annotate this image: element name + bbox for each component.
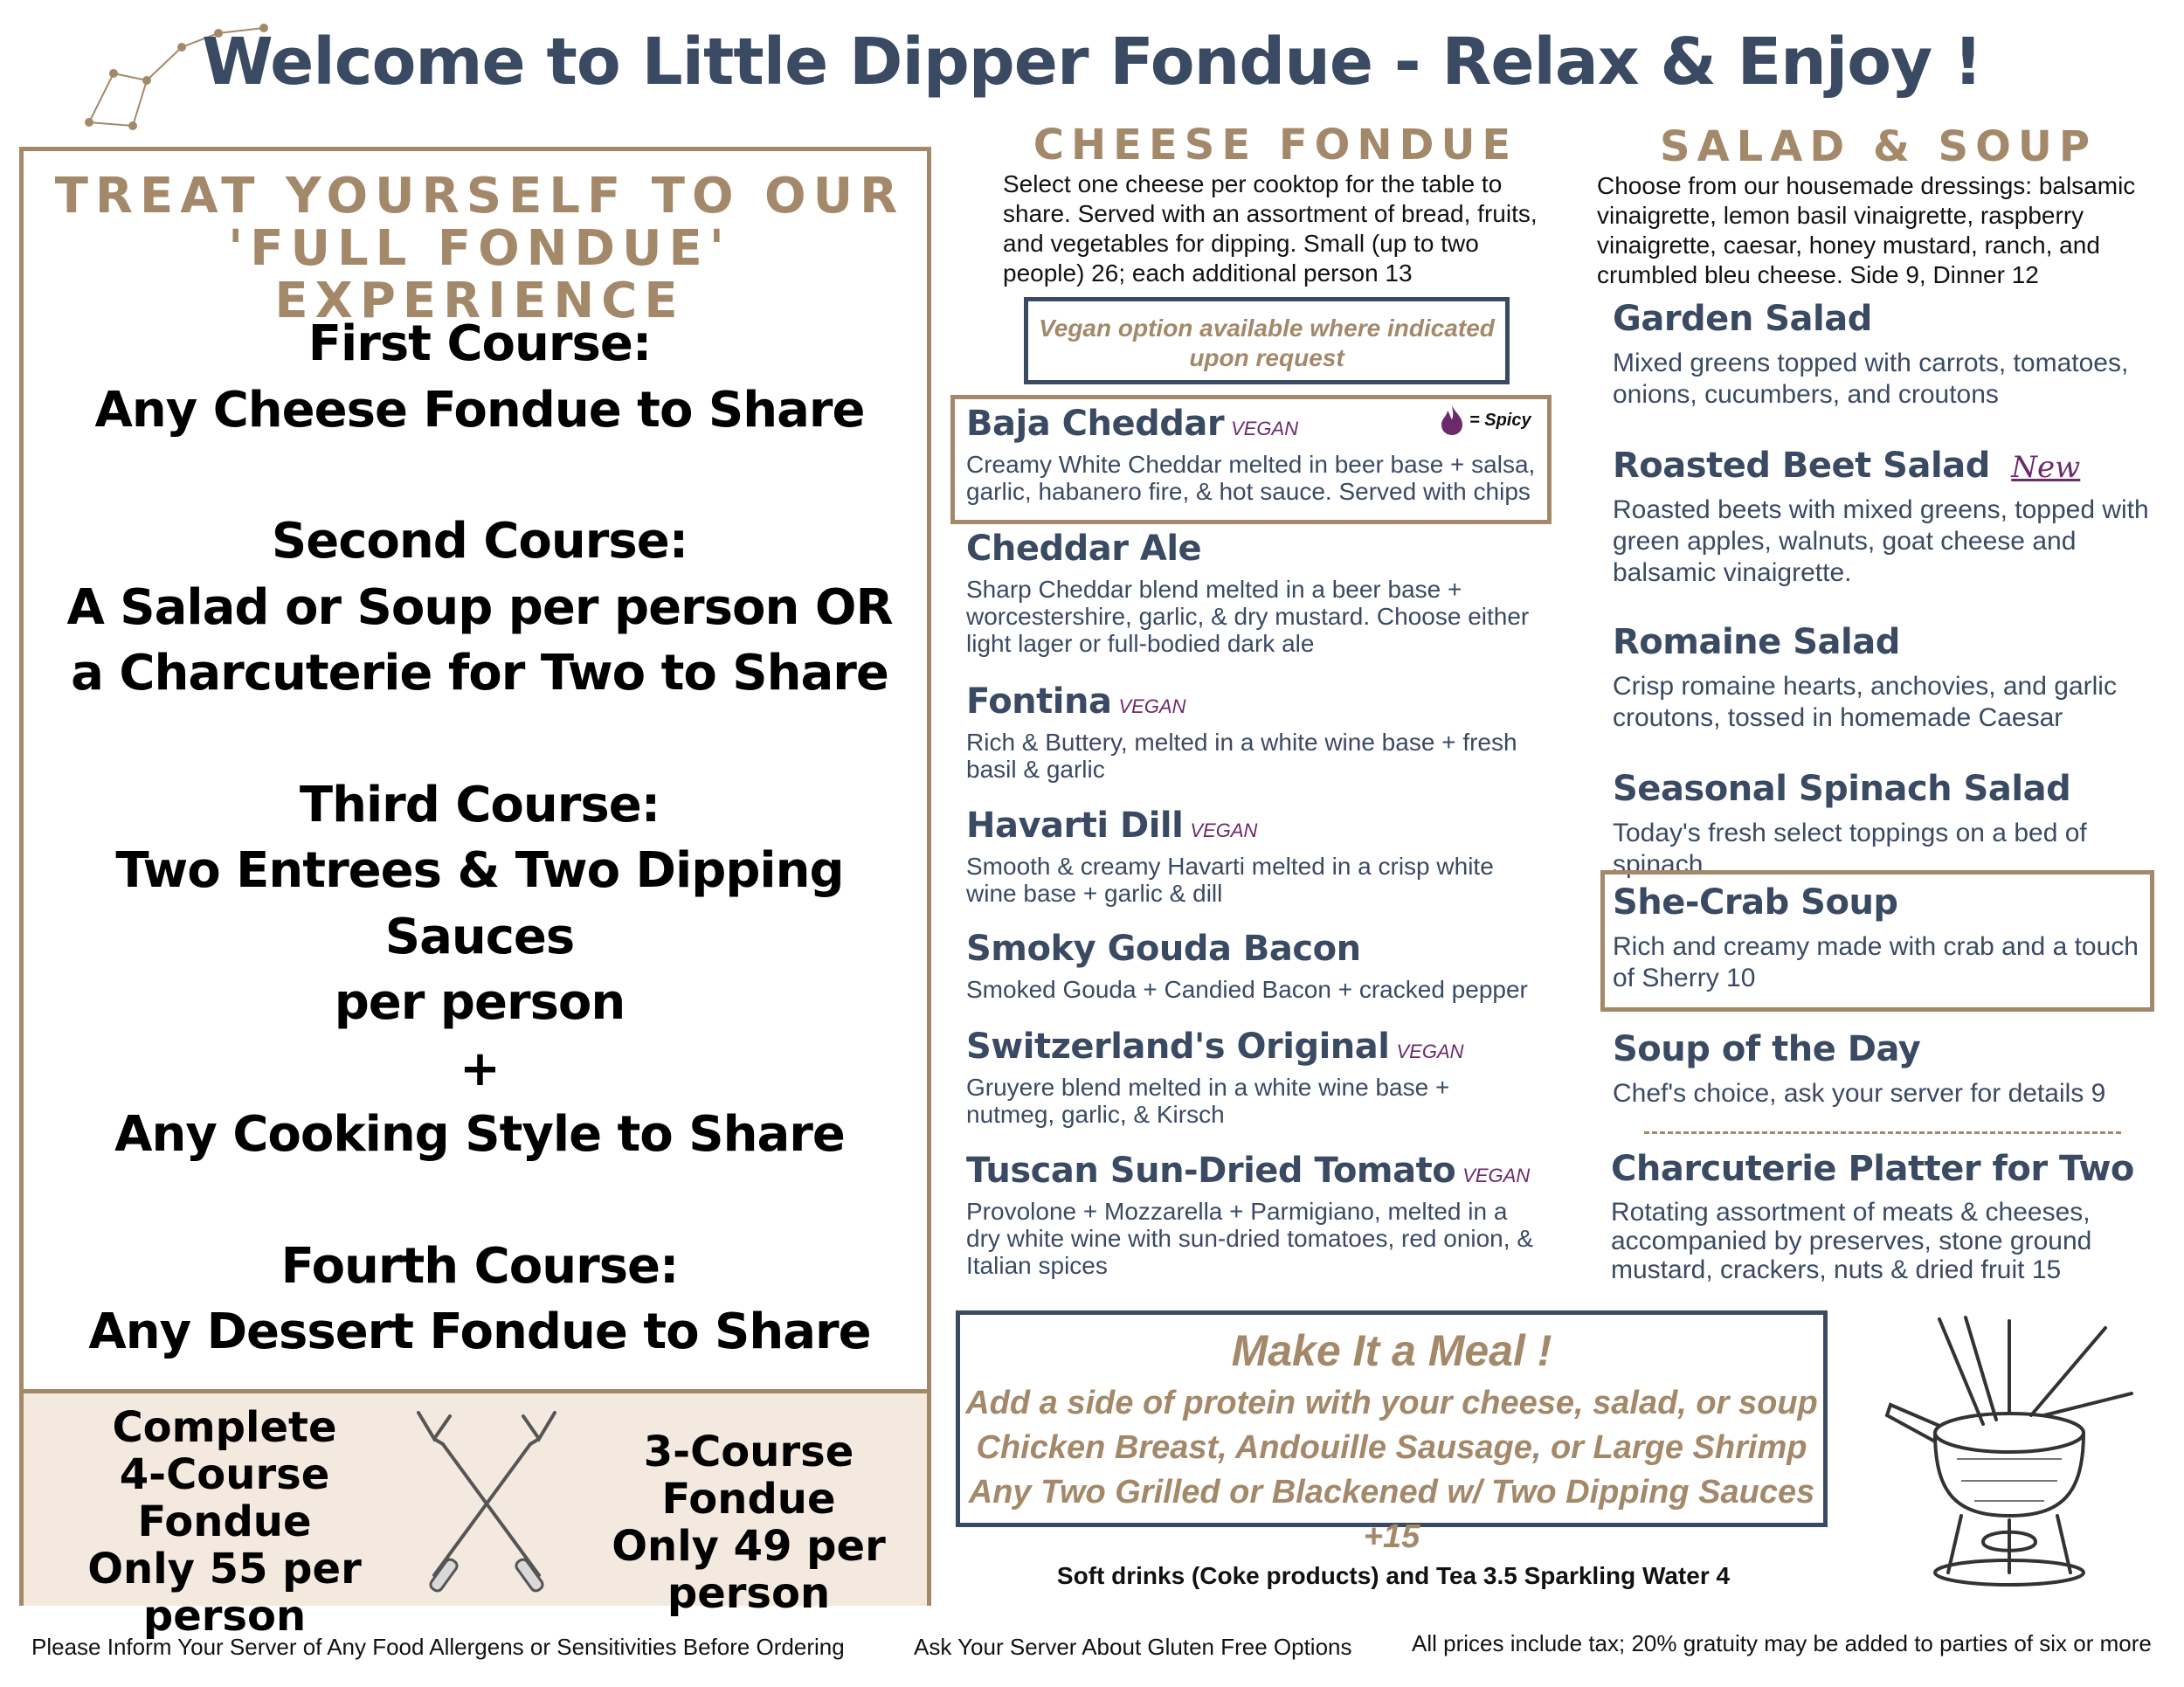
vegan-label: VEGAN xyxy=(1231,418,1299,439)
cheese-item xyxy=(966,805,1543,907)
salad-item xyxy=(1613,1029,2163,1110)
price-line: person xyxy=(667,1569,831,1618)
vegan-label: VEGAN xyxy=(1118,695,1186,717)
salad-item-desc: Crisp romaine hearts, anchovies, and garlic croutons, tossed in homemade Caesar xyxy=(1613,672,2117,732)
salad-item xyxy=(1613,882,2146,994)
four-course-price xyxy=(41,1404,408,1640)
salad-item-name: Seasonal Spinach Salad xyxy=(1613,769,2071,809)
salad-item xyxy=(1613,299,2163,411)
cheese-item-name: Cheddar Ale xyxy=(966,529,1202,569)
price-line: Only 55 per xyxy=(87,1545,362,1594)
vegan-label: VEGAN xyxy=(1396,1041,1464,1062)
course-title: First Course: xyxy=(308,315,652,372)
three-course-price xyxy=(583,1428,915,1617)
make-it-a-meal-box xyxy=(956,1310,1828,1555)
course-line: Any Dessert Fondue to Share xyxy=(88,1303,871,1360)
cheese-item xyxy=(966,929,1543,1003)
spicy-legend: = Spicy xyxy=(1469,411,1531,430)
cheese-fondue-intro: Select one cheese per cooktop for the table to share. Served with an assortment of bread, fruits, and vegetables for dipping. Small (up to two people) 26; each additional person 13 xyxy=(1003,170,1538,287)
cheese-item-name: Havarti Dill xyxy=(966,805,1184,846)
meal-line: Any Two Grilled or Blackened w/ Two Dipping Sauces +15 xyxy=(968,1474,1815,1555)
cheese-item-name: Fontina xyxy=(966,681,1112,722)
full-fondue-heading xyxy=(24,170,936,328)
pricing-notice: All prices include tax; 20% gratuity may be added to parties of six or more xyxy=(1412,1630,2152,1656)
salad-item xyxy=(1613,622,2163,734)
vegan-note: Vegan option available where indicated upon request xyxy=(1024,297,1510,384)
fondue-pot-icon xyxy=(1878,1310,2140,1590)
cheese-item-desc: Creamy White Cheddar melted in beer base + salsa, garlic, habanero fire, & hot sauce. Served with chips xyxy=(966,451,1536,505)
cheese-item xyxy=(966,529,1543,657)
price-line: Only 49 per xyxy=(612,1522,886,1571)
salad-item xyxy=(1613,446,2163,589)
salad-item-desc: Roasted beets with mixed greens, topped with green apples, walnuts, goat cheese and balsamic vinaigrette. xyxy=(1613,495,2149,587)
allergen-notice: Please Inform Your Server of Any Food Allergens or Sensitivities Before Ordering xyxy=(31,1634,845,1660)
price-strip xyxy=(24,1389,927,1641)
cheese-item xyxy=(966,1151,1543,1279)
cheese-item-desc: Rich & Buttery, melted in a white wine base + fresh basil & garlic xyxy=(966,729,1517,783)
salad-item-name: She-Crab Soup xyxy=(1613,882,1898,923)
salad-item-name: Roasted Beet Salad xyxy=(1613,446,1990,486)
cheese-item-name: Smoky Gouda Bacon xyxy=(966,929,1361,969)
course-list xyxy=(24,311,936,1366)
vegan-label: VEGAN xyxy=(1190,819,1258,841)
course-line: Any Cheese Fondue to Share xyxy=(94,381,865,439)
course-title: Third Course: xyxy=(299,776,660,833)
salad-item-desc: Mixed greens topped with carrots, tomatoes, onions, cucumbers, and croutons xyxy=(1613,349,2129,409)
salad-item-name: Garden Salad xyxy=(1613,299,1872,339)
meal-title: Make It a Meal ! xyxy=(1231,1326,1552,1375)
vegan-label: VEGAN xyxy=(1462,1165,1531,1186)
full-fondue-heading-line1: TREAT YOURSELF TO OUR xyxy=(54,168,905,225)
new-label: New xyxy=(2011,450,2081,485)
salad-item-desc: Rotating assortment of meats & cheeses, accompanied by preserves, stone ground mustard, crackers, nuts & dried fruit 15 xyxy=(1611,1198,2092,1284)
cheese-item-name: Tuscan Sun-Dried Tomato xyxy=(966,1151,1456,1191)
cheese-item-desc: Smooth & creamy Havarti melted in a crisp white wine base + garlic & dill xyxy=(966,853,1494,907)
cheese-item xyxy=(966,1027,1543,1128)
salad-item xyxy=(1611,1149,2170,1284)
cheese-item-name: Switzerland's Original xyxy=(966,1027,1390,1067)
price-line: 4-Course Fondue xyxy=(119,1450,330,1546)
cheese-item-desc: Gruyere blend melted in a white wine base + nutmeg, garlic, & Kirsch xyxy=(966,1074,1450,1128)
cheese-item-desc: Provolone + Mozzarella + Parmigiano, melted in a dry white wine with sun-dried tomatoes, red onion, & Italian spices xyxy=(966,1198,1533,1279)
cheese-item-name: Baja Cheddar xyxy=(966,404,1225,444)
cheese-fondue-heading: CHEESE FONDUE xyxy=(1033,121,1518,169)
page-title: Welcome to Little Dipper Fondue - Relax & Enjoy ! xyxy=(202,24,1982,100)
price-line: Complete xyxy=(112,1403,337,1452)
cheese-item-desc: Sharp Cheddar blend melted in a beer base + worcestershire, garlic, & dry mustard. Choose either light lager or full-bodied dark ale xyxy=(966,576,1530,657)
price-line: 3-Course Fondue xyxy=(643,1428,854,1524)
meal-line: Add a side of protein with your cheese, salad, or soup xyxy=(965,1385,1818,1421)
cheese-item xyxy=(966,681,1543,783)
salad-item-name: Charcuterie Platter for Two xyxy=(1611,1149,2134,1189)
salad-soup-heading: SALAD & SOUP xyxy=(1659,122,2098,171)
course-title: Fourth Course: xyxy=(280,1237,679,1295)
meal-line: Chicken Breast, Andouille Sausage, or Large Shrimp xyxy=(976,1429,1807,1466)
course-title: Second Course: xyxy=(271,513,688,570)
course-line: Any Cooking Style to Share xyxy=(114,1106,845,1163)
cheese-item xyxy=(966,404,1543,505)
salad-item-desc: Chef's choice, ask your server for details 9 xyxy=(1613,1079,2106,1108)
full-fondue-heading-line2: 'FULL FONDUE' EXPERIENCE xyxy=(228,220,731,329)
cheese-item-desc: Smoked Gouda + Candied Bacon + cracked pepper xyxy=(966,976,1528,1003)
course-line: + xyxy=(460,1040,500,1097)
salad-item-desc: Today's fresh select toppings on a bed of spinach xyxy=(1613,819,2087,879)
course-line: per person xyxy=(334,974,625,1031)
full-fondue-panel xyxy=(19,147,931,1641)
course-line: A Salad or Soup per person OR xyxy=(66,578,893,636)
divider xyxy=(1644,1131,2121,1134)
gluten-free-notice: Ask Your Server About Gluten Free Options xyxy=(914,1634,1352,1660)
drinks-line: Soft drinks (Coke products) and Tea 3.5 Sparkling Water 4 xyxy=(1056,1562,1731,1589)
salad-soup-intro: Choose from our housemade dressings: balsamic vinaigrette, lemon basil vinaigrette, raspberry vinaigrette, caesar, honey mustard, ranch, and crumbled bleu cheese. Side 9, Dinner 12 xyxy=(1597,172,2136,288)
course-line: a Charcuterie for Two to Share xyxy=(71,645,888,702)
salad-item xyxy=(1613,769,2163,881)
crossed-forks-icon xyxy=(408,1400,565,1600)
salad-item-name: Soup of the Day xyxy=(1613,1029,1921,1069)
price-line: person xyxy=(142,1592,307,1641)
salad-item-name: Romaine Salad xyxy=(1613,622,1900,662)
salad-item-desc: Rich and creamy made with crab and a touch of Sherry 10 xyxy=(1613,932,2139,992)
course-line: Two Entrees & Two Dipping Sauces xyxy=(115,842,844,965)
